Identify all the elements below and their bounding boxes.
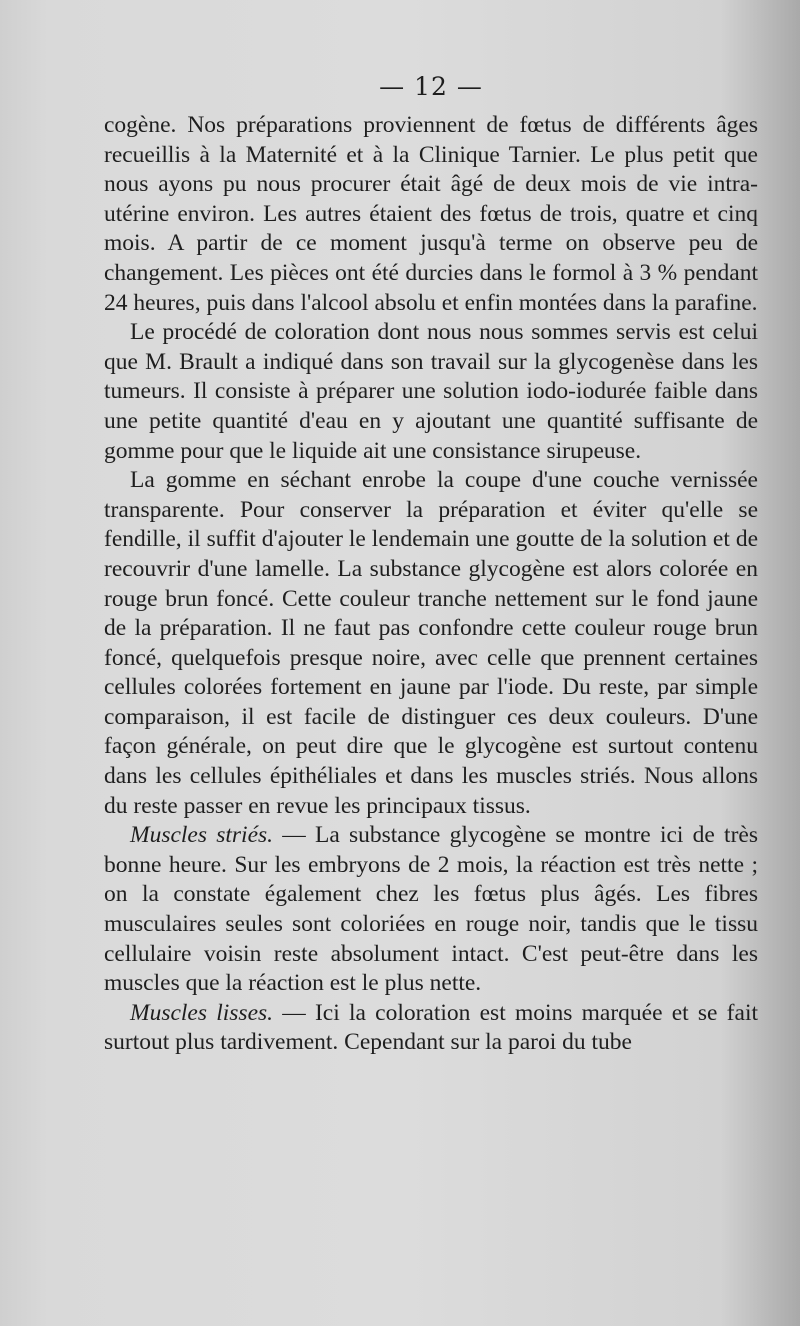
paragraph-coloration-method xyxy=(104,318,758,466)
page-number: — 12 — xyxy=(379,72,483,101)
paragraph-text: — Ici la coloration est moins marquée et se fait surtout plus tardivement. Cependant sur la paroi du tube xyxy=(104,999,758,1056)
section-title: Muscles lisses. xyxy=(130,999,274,1026)
section-title: Muscles striés. xyxy=(130,822,274,849)
paragraph-continuation xyxy=(104,111,758,318)
paragraph-text: cogène. Nos préparations proviennent de fœtus de différents âges recueillis à la Maternité et à la Clinique Tarnier. Le plus petit que nous ayons pu nous procurer était âgé de deux mois de vie intra-utérine environ. Les autres étaient des fœtus de trois, quatre et cinq mois. A partir de ce moment jusqu'à terme on observe peu de changement. Les pièces ont été durcies dans le formol à 3 % pendant 24 heures, puis dans l'alcool absolu et enfin montées dans la parafine. xyxy=(104,112,758,316)
paragraph-gomme xyxy=(104,466,758,821)
paragraph-muscles-stries xyxy=(104,821,758,999)
paragraph-text: Le procédé de coloration dont nous nous sommes servis est celui que M. Brault a indiqué dans son travail sur la glycogenèse dans les tumeurs. Il consiste à préparer une solution iodo-iodurée faible dans une petite quantité d'eau en y ajoutant une quantité suffisante de gomme pour que le liquide ait une consistance sirupeuse. xyxy=(104,319,758,464)
paragraph-text: La gomme en séchant enrobe la coupe d'une couche vernissée transparente. Pour conserver la préparation et éviter qu'elle se fendille, il suffit d'ajouter le lendemain une goutte de la solution et de recouvrir d'une lamelle. La substance glycogène est alors colorée en rouge brun foncé. Cette couleur tranche nettement sur le fond jaune de la préparation. Il ne faut pas confondre cette couleur rouge brun foncé, quelquefois presque noire, avec celle que prennent certaines cellules colorées fortement en jaune par l'iode. Du reste, par simple comparaison, il est facile de distinguer ces deux couleurs. D'une façon générale, on peut dire que le glycogène est surtout contenu dans les cellules épithéliales et dans les muscles striés. Nous allons du reste passer en revue les principaux tissus. xyxy=(104,467,758,819)
paragraph-text: — La substance glycogène se montre ici de très bonne heure. Sur les embryons de 2 mois, la réaction est très nette ; on la constate également chez les fœtus plus âgés. Les fibres musculaires seules sont coloriées en rouge noir, tandis que le tissu cellulaire voisin reste absolument intact. C'est peut-être dans les muscles que la réaction est le plus nette. xyxy=(104,822,758,997)
paragraph-muscles-lisses xyxy=(104,999,758,1058)
body-text xyxy=(104,111,758,1058)
